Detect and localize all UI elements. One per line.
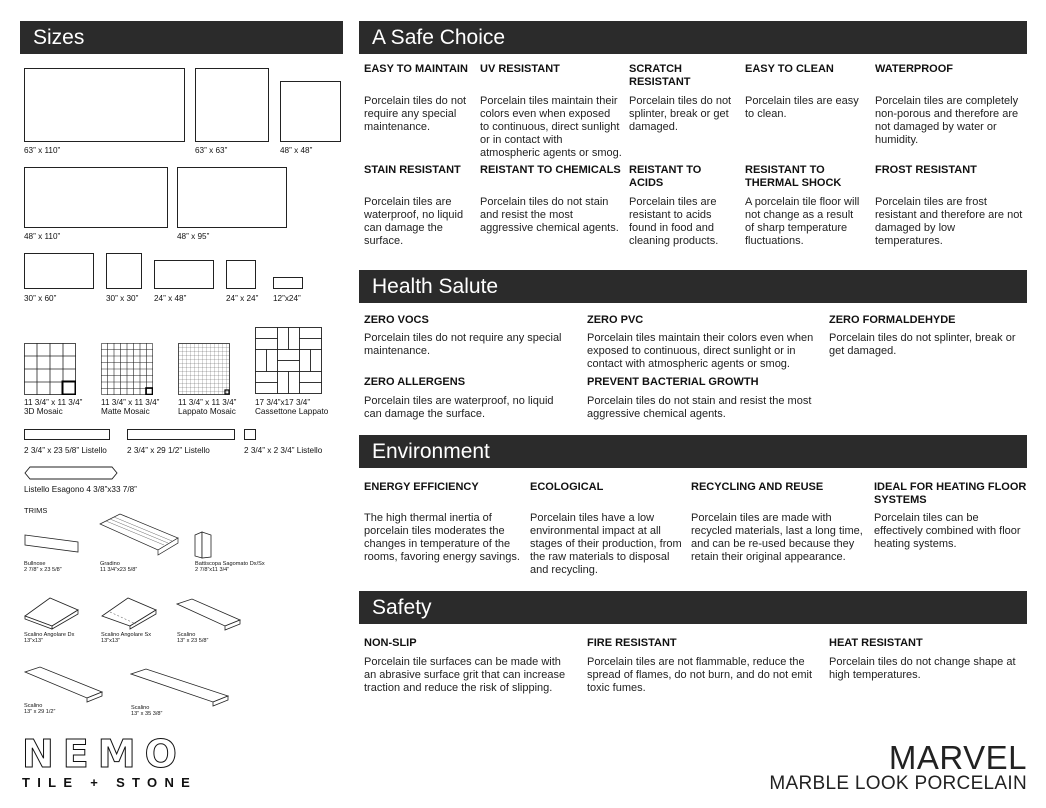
health-header: Health Salute: [359, 270, 1027, 303]
feature-heading: WATERPROOF: [875, 63, 954, 75]
feature-text: Porcelain tiles do not stain and resist the most aggressive chemical agents.: [587, 395, 812, 420]
size-label: 63” x 110”: [24, 146, 61, 155]
size-label: 24” x 48”: [154, 294, 187, 303]
feature-text: Porcelain tiles are waterproof, no liquid can damage the surface.: [364, 196, 464, 247]
trim-size: 13” x 29 1/2”: [24, 709, 56, 715]
safe-choice-header: A Safe Choice: [359, 21, 1027, 54]
environment-header: Environment: [359, 435, 1027, 468]
tile-63x110: [24, 68, 185, 142]
feature-heading: EASY TO MAINTAIN: [364, 63, 468, 75]
tile-30x60: [24, 253, 94, 289]
feature-text: Porcelain tiles can be effectively combined with floor heating systems.: [874, 512, 1021, 550]
feature-heading: EASY TO CLEAN: [745, 63, 834, 75]
feature-heading: PREVENT BACTERIAL GROWTH: [587, 376, 759, 388]
feature-text: Porcelain tiles do not splinter, break or get damaged.: [629, 95, 732, 133]
size-label: 48” x 110”: [24, 232, 61, 241]
mosaic-3d-graphic: [24, 343, 76, 395]
mosaic-size: 17 3/4”x17 3/4”: [255, 398, 311, 407]
sizes-header: Sizes: [20, 21, 343, 54]
tile-24x24: [226, 260, 256, 289]
trim-name: Scalino Angolare Dx: [24, 632, 75, 638]
trim-size: 11 3/4”x23 5/8”: [100, 567, 138, 573]
size-label: 24” x 24”: [226, 294, 259, 303]
listello-label: 2 3/4” x 2 3/4” Listello: [244, 446, 323, 455]
feature-text: Porcelain tiles are easy to clean.: [745, 95, 859, 120]
feature-text: Porcelain tile surfaces can be made with an abrasive surface grit that can increase traction and reduce the risk of slipping.: [364, 656, 566, 694]
trim-name: Scalino: [131, 705, 150, 711]
feature-text: Porcelain tiles do not require any special maintenance.: [364, 332, 562, 357]
tile-12x24: [273, 277, 303, 289]
feature-heading: NON-SLIP: [364, 637, 417, 649]
feature-heading: SCRATCH RESISTANT: [629, 63, 691, 88]
mosaic-lappato-graphic: [178, 343, 230, 395]
listello-29-graphic: [127, 429, 235, 440]
trim-size: 13” x 35 3/8”: [131, 711, 163, 717]
feature-heading: IDEAL FOR HEATING FLOOR SYSTEMS: [874, 481, 1027, 506]
battiscopa-graphic: [193, 530, 213, 560]
feature-text: Porcelain tiles are waterproof, no liquid can damage the surface.: [364, 395, 554, 420]
esagono-graphic: [24, 466, 118, 480]
feature-text: Porcelain tiles are made with recycled materials, last a long time, and can be re-used because they retain their original appearance.: [691, 512, 863, 563]
feature-heading: RECYCLING AND REUSE: [691, 481, 824, 493]
product-name: MARVEL: [888, 739, 1027, 776]
tile-48x95: [177, 167, 287, 228]
trim-size: 2 7/8”x11 3/4”: [195, 567, 230, 573]
logo-tagline: TILE + STONE: [22, 775, 198, 790]
feature-text: Porcelain tiles are not flammable, reduce the spread of flames, do not burn, and do not emit toxic fumes.: [587, 656, 813, 694]
feature-heading: HEAT RESISTANT: [829, 637, 923, 649]
feature-text: Porcelain tiles are resistant to acids found in food and cleaning products.: [629, 196, 719, 247]
scalino-angolare-dx-graphic: [24, 596, 80, 630]
trim-name: Scalino Angolare Sx: [101, 632, 152, 638]
mosaic-name: Matte Mosaic: [101, 407, 150, 416]
scalino-23-graphic: [176, 598, 242, 632]
feature-heading: ZERO PVC: [587, 314, 644, 326]
feature-text: The high thermal inertia of porcelain tiles moderates the changes in temperature of the rooms, favoring energy savings.: [364, 512, 520, 563]
feature-heading: ENERGY EFFICIENCY: [364, 481, 479, 493]
listello-23-graphic: [24, 429, 110, 440]
feature-heading: REISTANT TO ACIDS: [629, 164, 702, 189]
mosaic-name: 3D Mosaic: [24, 407, 63, 416]
feature-heading: STAIN RESISTANT: [364, 164, 461, 176]
scalino-29-graphic: [24, 666, 104, 704]
bullnose-graphic: [24, 532, 80, 554]
feature-text: Porcelain tiles do not change shape at high temperatures.: [829, 656, 1016, 681]
mosaic-name: Cassettone Lappato: [255, 407, 329, 416]
feature-heading: FIRE RESISTANT: [587, 637, 677, 649]
feature-heading: REISTANT TO CHEMICALS: [480, 164, 621, 176]
size-label: 63” x 63”: [195, 146, 228, 155]
trim-size: 13”x13”: [24, 638, 43, 644]
feature-heading: RESISTANT TO THERMAL SHOCK: [745, 164, 842, 189]
trim-size: 13” x 23 5/8”: [177, 638, 209, 644]
tile-48x110: [24, 167, 168, 228]
feature-text: Porcelain tiles maintain their colors even when exposed to continuous, direct sunlight or in contact with atmospheric agents or smog.: [480, 95, 622, 159]
listello-label: 2 3/4” x 29 1/2” Listello: [127, 446, 210, 455]
scalino-35-graphic: [130, 668, 230, 708]
feature-heading: ZERO VOCS: [364, 314, 429, 326]
feature-heading: FROST RESISTANT: [875, 164, 977, 176]
logo-wordmark: NEMO: [22, 732, 186, 776]
feature-text: Porcelain tiles are completely non-porous and therefore are not damaged by water or humidity.: [875, 95, 1019, 146]
mosaic-size: 11 3/4” x 11 3/4”: [178, 398, 237, 407]
safety-header: Safety: [359, 591, 1027, 624]
trim-name: Gradino: [100, 561, 120, 567]
size-label: 30” x 30”: [106, 294, 139, 303]
trims-title: TRIMS: [24, 506, 48, 515]
mosaic-size: 11 3/4” x 11 3/4”: [24, 398, 83, 407]
size-label: 48” x 48”: [280, 146, 313, 155]
feature-text: Porcelain tiles do not stain and resist the most aggressive chemical agents.: [480, 196, 619, 234]
listello-2-graphic: [244, 429, 256, 440]
size-label: 30” x 60”: [24, 294, 57, 303]
scalino-angolare-sx-graphic: [100, 596, 158, 630]
mosaic-size: 11 3/4” x 11 3/4”: [101, 398, 160, 407]
trim-name: Bullnose: [24, 561, 46, 567]
tile-30x30: [106, 253, 142, 289]
nemo-logo: [22, 732, 198, 790]
tile-48x48: [280, 81, 341, 142]
gradino-graphic: [98, 512, 180, 556]
tile-63x63: [195, 68, 269, 142]
mosaic-matte-graphic: [101, 343, 153, 395]
feature-text: A porcelain tile floor will not change as a result of sharp temperature fluctuations.: [745, 196, 860, 247]
size-label: 12”x24”: [273, 294, 301, 303]
feature-text: Porcelain tiles do not splinter, break or get damaged.: [829, 332, 1016, 357]
trim-name: Battiscopa Sagomato Dx/Sx: [195, 561, 265, 567]
feature-text: Porcelain tiles are frost resistant and therefore are not damaged by low temperatures.: [875, 196, 1023, 247]
feature-heading: ZERO FORMALDEHYDE: [829, 314, 956, 326]
trim-size: 13”x13”: [101, 638, 120, 644]
esagono-label: Listello Esagono 4 3/8”x33 7/8”: [24, 485, 137, 494]
product-subtitle: MARBLE LOOK PORCELAIN: [769, 773, 1027, 794]
feature-text: Porcelain tiles do not require any special maintenance.: [364, 95, 467, 133]
mosaic-cassettone-graphic: [255, 327, 322, 394]
feature-heading: UV RESISTANT: [480, 63, 560, 75]
feature-heading: ZERO ALLERGENS: [364, 376, 466, 388]
trim-name: Scalino: [24, 703, 43, 709]
trim-name: Scalino: [177, 632, 196, 638]
mosaic-name: Lappato Mosaic: [178, 407, 236, 416]
tile-24x48: [154, 260, 214, 289]
trim-size: 2 7/8” x 23 5/8”: [24, 567, 62, 573]
listello-label: 2 3/4” x 23 5/8” Listello: [24, 446, 107, 455]
feature-text: Porcelain tiles maintain their colors even when exposed to continuous, direct sunlight or in contact with atmospheric agents or smog.: [587, 332, 814, 370]
feature-text: Porcelain tiles have a low environmental impact at all stages of their production, from the raw materials to disposal and recycling.: [530, 512, 682, 576]
feature-heading: ECOLOGICAL: [530, 481, 604, 493]
size-label: 48” x 95”: [177, 232, 210, 241]
